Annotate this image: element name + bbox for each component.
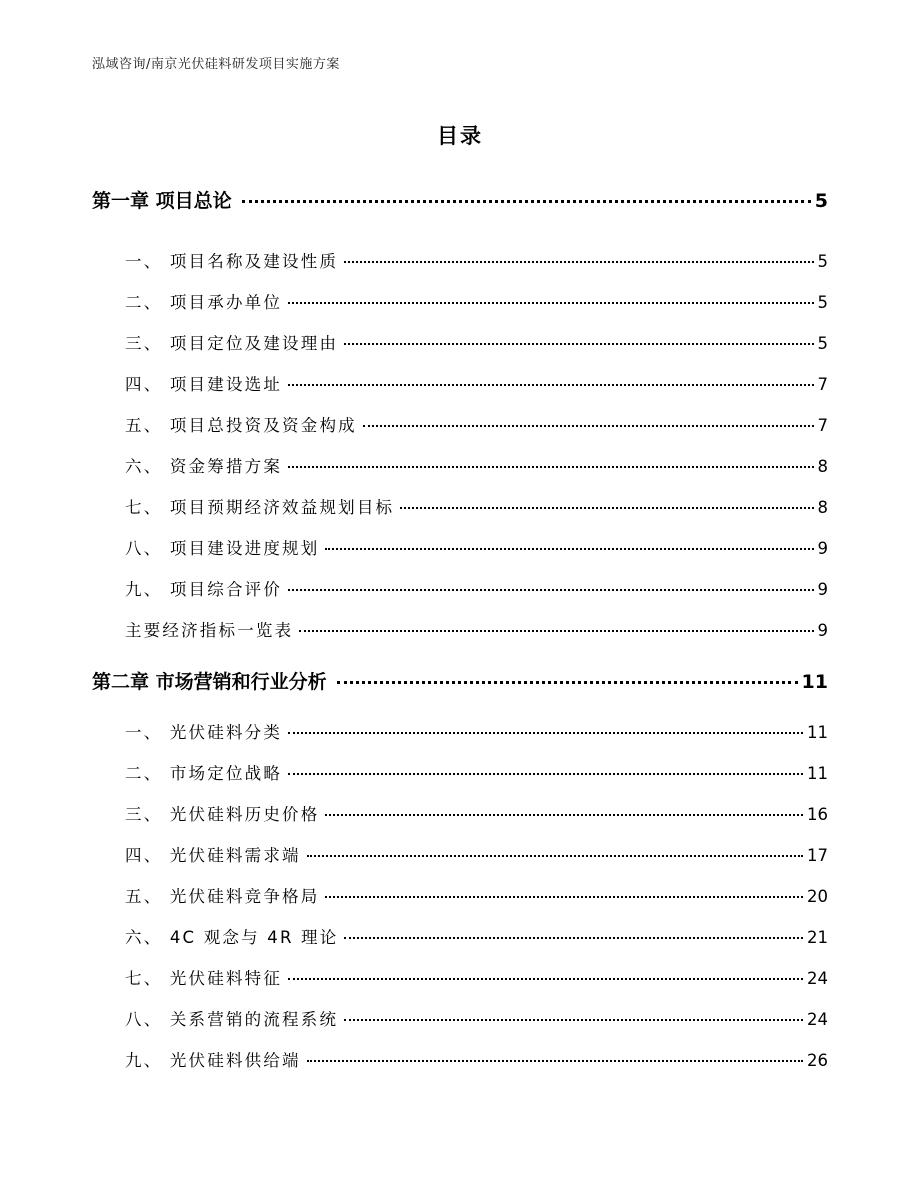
toc-section-entry[interactable] [125,760,828,784]
toc-dot-leader [337,681,798,684]
toc-entry-label: 主要经济指标一览表 [125,621,294,640]
toc-dot-leader [242,200,811,203]
toc-page-number: 7 [817,375,828,394]
toc-page-number: 24 [807,1010,828,1029]
toc-page-number: 26 [807,1051,828,1070]
toc-entry-label: 三、 项目定位及建设理由 [125,334,339,353]
toc-dot-leader [288,466,813,468]
toc-dot-leader [307,855,803,857]
toc-dot-leader [288,302,813,304]
toc-entry-label: 七、 项目预期经济效益规划目标 [125,498,395,517]
toc-page-number: 17 [807,846,828,865]
toc-section-entry[interactable] [125,248,828,272]
toc-entry-label: 九、 光伏硅料供给端 [125,1051,301,1070]
toc-page-number: 11 [807,764,828,783]
toc-section-entry[interactable] [125,617,828,641]
running-header: 泓域咨询/南京光伏硅料研发项目实施方案 [92,57,340,72]
toc-dot-leader [344,1019,803,1021]
toc-entry-label: 五、 项目总投资及资金构成 [125,416,357,435]
toc-entry-label: 一、 项目名称及建设性质 [125,252,339,271]
toc-section-entry[interactable] [125,371,828,395]
toc-section-entry[interactable] [125,924,828,948]
toc-entry-label: 四、 光伏硅料需求端 [125,846,301,865]
toc-page-number: 5 [814,190,828,212]
toc-section-entry[interactable] [125,535,828,559]
toc-page-number: 11 [801,671,828,693]
toc-entry-label: 第二章 市场营销和行业分析 [92,671,327,693]
toc-dot-leader [325,548,813,550]
toc-page-number: 5 [817,252,828,271]
toc-dot-leader [288,732,803,734]
toc-page-number: 20 [807,887,828,906]
toc-entry-label: 四、 项目建设选址 [125,375,283,394]
toc-dot-leader [288,384,813,386]
toc-section-entry[interactable] [125,576,828,600]
toc-page-number: 8 [817,457,828,476]
toc-page-number: 9 [817,580,828,599]
toc-page-number: 8 [817,498,828,517]
toc-entry-label: 五、 光伏硅料竞争格局 [125,887,320,906]
toc-section-entry[interactable] [125,1006,828,1030]
toc-page-number: 7 [817,416,828,435]
toc-entry-label: 八、 关系营销的流程系统 [125,1010,339,1029]
toc-dot-leader [344,343,813,345]
toc-chapter-entry[interactable] [92,667,828,694]
toc-entry-label: 二、 市场定位战略 [125,764,283,783]
toc-section-entry[interactable] [125,330,828,354]
toc-dot-leader [325,814,803,816]
toc-page-number: 9 [817,539,828,558]
toc-section-entry[interactable] [125,412,828,436]
toc-entry-label: 七、 光伏硅料特征 [125,969,283,988]
toc-entry-label: 第一章 项目总论 [92,190,232,212]
toc-page-number: 16 [807,805,828,824]
toc-section-entry[interactable] [125,965,828,989]
toc-section-entry[interactable] [125,842,828,866]
toc-chapter-entry[interactable] [92,186,828,213]
toc-section-entry[interactable] [125,801,828,825]
toc-section-entry[interactable] [125,494,828,518]
toc-entry-label: 二、 项目承办单位 [125,293,283,312]
toc-dot-leader [288,773,803,775]
toc-dot-leader [325,896,803,898]
toc-entry-label: 六、 4C 观念与 4R 理论 [125,928,339,947]
toc-entry-label: 八、 项目建设进度规划 [125,539,320,558]
toc-page-number: 24 [807,969,828,988]
toc-section-entry[interactable] [125,719,828,743]
toc-page-number: 11 [807,723,828,742]
toc-section-entry[interactable] [125,1047,828,1071]
toc-dot-leader [307,1060,803,1062]
toc-dot-leader [400,507,813,509]
toc-dot-leader [299,630,813,632]
toc-entry-label: 三、 光伏硅料历史价格 [125,805,320,824]
toc-page-number: 5 [817,334,828,353]
toc-entry-label: 九、 项目综合评价 [125,580,283,599]
toc-page-number: 5 [817,293,828,312]
toc-section-entry[interactable] [125,453,828,477]
toc-entry-label: 六、 资金筹措方案 [125,457,283,476]
toc-entry-label: 一、 光伏硅料分类 [125,723,283,742]
toc-dot-leader [288,589,813,591]
toc-dot-leader [363,425,814,427]
toc-section-entry[interactable] [125,289,828,313]
toc-page-number: 9 [817,621,828,640]
toc-dot-leader [288,978,803,980]
toc-dot-leader [344,937,803,939]
toc-dot-leader [344,261,813,263]
toc-section-entry[interactable] [125,883,828,907]
toc-page-number: 21 [807,928,828,947]
toc-title: 目录 [437,124,483,148]
